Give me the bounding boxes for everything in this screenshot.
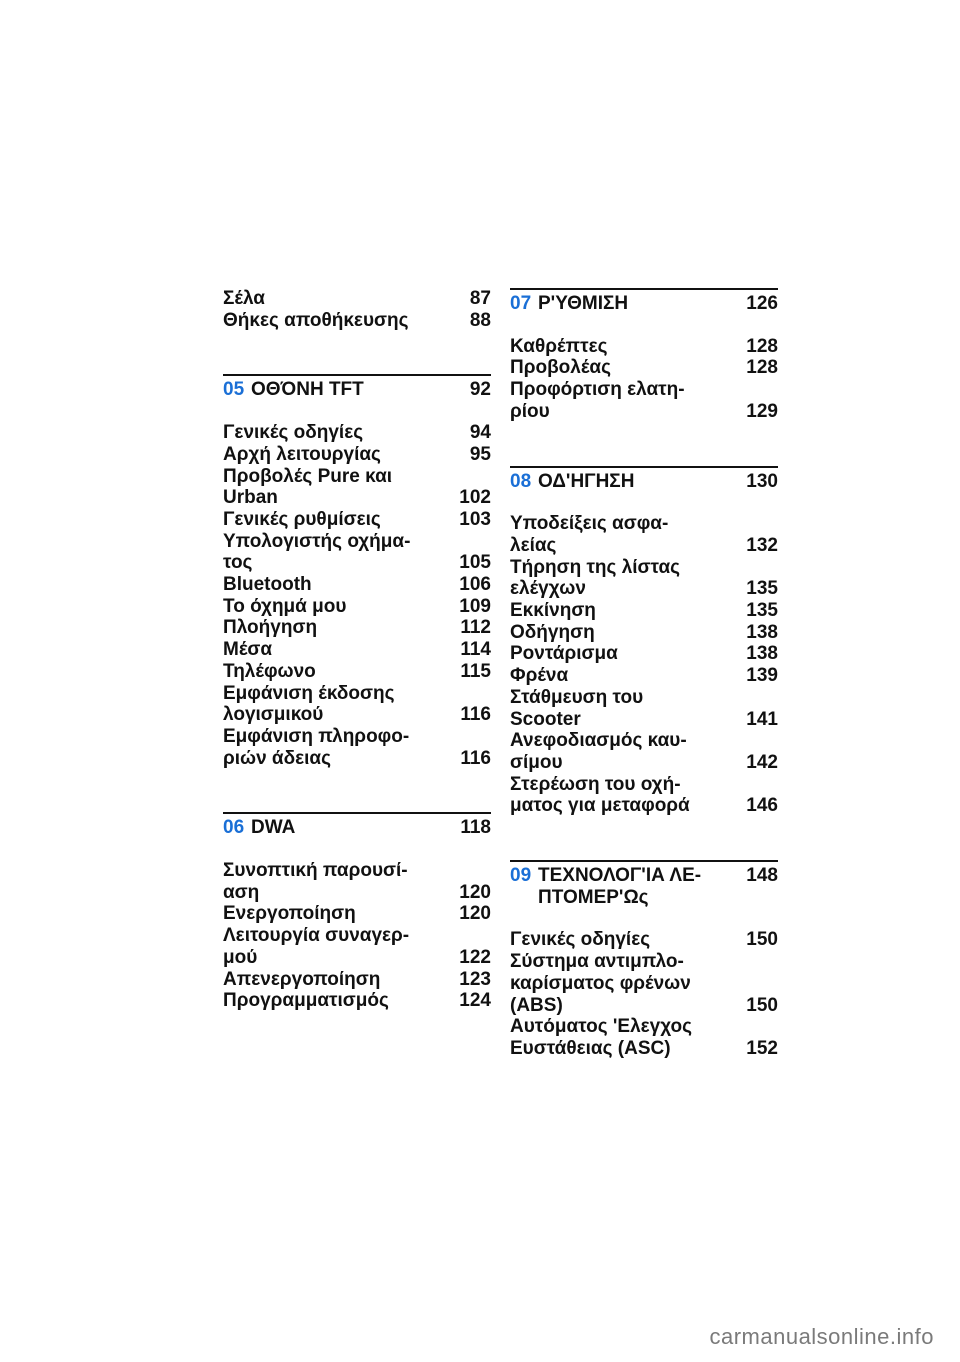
entry-text-line: Ανεφοδιασμός καυ- [510,730,687,752]
toc-entry[interactable] [223,683,491,726]
entry-text-line: Υπολογιστής οχήμα- [223,530,411,552]
chapter-title-line: Ρ'ΥΘΜΙΣΗ [538,293,629,314]
chapter-page-number: 130 [746,470,778,492]
page-number: 128 [746,335,778,357]
entry-text-line: Urban [223,487,278,509]
toc-entry[interactable] [510,1016,778,1059]
entry-text-line: ματος για μεταφορά [510,795,690,817]
entry-text-line: Αρχή λειτουργίας [223,443,381,465]
chapter-page-number: 148 [746,865,778,887]
toc-entry[interactable] [223,574,491,596]
toc-entry[interactable] [510,774,778,817]
toc-entry[interactable] [223,466,491,509]
entry-text-line: Εκκίνηση [510,600,596,622]
entry-text-line: λογισμικού [223,704,324,726]
chapter-heading[interactable] [510,288,778,315]
chapter-title-line: DWA [251,817,296,839]
page-number: 115 [460,660,491,682]
page-number: 106 [459,574,491,596]
page-number: 146 [746,795,778,817]
page-number: 135 [746,600,778,622]
chapter-section [223,812,491,1012]
toc-entry[interactable] [510,357,778,379]
chapter-title [251,379,364,401]
entry-text-line: αση [223,881,260,903]
entry-text-line: Προβολέας [510,357,611,379]
toc-entry[interactable] [223,990,491,1012]
entry-text-line: Ενεργοποίηση [223,903,356,925]
chapter-title [538,293,628,315]
chapter-page-number: 126 [746,293,778,314]
entry-text-line: Ευστάθειας (ASC) [510,1037,671,1059]
entry-text-line: σίμου [510,751,563,773]
chapter-title-line: ΤΕΧΝΟΛΟΓ'ΙΑ ΛΕ- [538,865,702,887]
page-number: 138 [746,621,778,643]
entry-text-line: Προβολές Pure και [223,465,393,487]
chapter-title [538,471,634,493]
chapter-title [538,865,701,908]
toc-entry[interactable] [223,726,491,769]
section-gap [223,331,491,374]
chapter-section [510,288,778,423]
page-number: 94 [469,422,491,444]
chapter-heading[interactable] [510,466,778,493]
toc-entry[interactable] [510,557,778,600]
toc-entry[interactable] [510,929,778,951]
entry-text-line: Γενικές οδηγίες [510,929,651,951]
entry-text-line: Λειτουργία συναγερ- [223,925,410,947]
page-number: 88 [469,309,491,331]
chapter-heading[interactable] [223,812,491,839]
entry-text-line: ρίου [510,400,550,422]
entry-text-line: τος [223,552,253,574]
page-number: 142 [746,751,778,773]
page-number: 112 [460,617,491,639]
entry-text-line: Μέσα [223,639,273,661]
toc-entry[interactable] [223,661,491,683]
entry-text-line: Τηλέφωνο [223,660,316,682]
page-number: 105 [459,552,491,574]
page-number: 150 [746,994,778,1016]
chapter-page-number: 118 [460,817,491,839]
chapter-number: 05 [223,379,245,401]
toc-entry[interactable] [510,336,778,358]
chapter-number: 06 [223,817,245,839]
page-number: 109 [459,595,491,617]
chapter-title-line: ΟΘΌΝΗ TFT [251,379,364,401]
chapter-number: 09 [510,865,532,887]
chapter-section [223,374,491,769]
toc-column-right [510,288,778,1060]
entry-text-line: (ABS) [510,994,563,1016]
chapter-page-number: 92 [469,379,491,401]
entry-text-line: Φρένα [510,665,569,687]
toc-entry[interactable] [223,925,491,968]
page-number: 132 [746,534,778,556]
page-number: 122 [459,946,491,968]
toc-entry[interactable] [223,596,491,618]
entry-text-line: Το όχημά μου [223,595,347,617]
entry-text-line: Καθρέπτες [510,335,608,357]
toc-entry[interactable] [510,379,778,422]
entry-text-line: Σέλα [223,288,265,309]
toc-entry[interactable] [510,730,778,773]
toc-entry[interactable] [223,860,491,903]
page-number: 135 [746,578,778,600]
toc-entry[interactable] [510,665,778,687]
page-number: 87 [469,288,491,309]
page-number: 102 [459,487,491,509]
page-number: 114 [460,639,491,661]
watermark: carmanualsonline.info [709,1324,934,1349]
entry-text-line: Ροντάρισμα [510,643,618,665]
chapter-heading[interactable] [223,374,491,401]
entry-text-line: λείας [510,534,557,556]
toc-entry[interactable] [510,687,778,730]
entry-text-line: Τήρηση της λίστας [510,556,681,578]
chapter-heading[interactable] [510,860,778,908]
entry-text-line: Εμφάνιση έκδοσης [223,682,395,704]
page-number: 95 [469,443,491,465]
toc-entry[interactable] [223,617,491,639]
entry-text-line: ριών άδειας [223,747,331,769]
toc-entry[interactable] [223,969,491,991]
entry-text-line: Στερέωση του οχή- [510,773,681,795]
toc-entry[interactable] [510,622,778,644]
page-number: 124 [459,990,491,1012]
entry-text-line: Υποδείξεις ασφα- [510,513,669,535]
entry-text-line: Εμφάνιση πληροφο- [223,725,410,747]
entry-text-line: Προγραμματισμός [223,990,389,1012]
toc-entry[interactable] [223,531,491,574]
entry-text-line: Scooter [510,708,581,730]
entry-text-line: Αυτόματος 'Ελεγχος [510,1016,692,1038]
section-gap [223,769,491,812]
entry-text-line: Συνοπτική παρουσί- [223,860,408,882]
page-number: 138 [746,643,778,665]
entry-text-line: Bluetooth [223,574,312,596]
toc-entry[interactable] [223,639,491,661]
toc-entry[interactable] [510,643,778,665]
page-number: 150 [746,929,778,951]
entry-text-line: Απενεργοποίηση [223,968,381,990]
entry-text-line: Σύστημα αντιμπλο- [510,951,684,973]
entry-text-line: Οδήγηση [510,621,595,643]
entry-text-line: Γενικές ρυθμίσεις [223,508,381,530]
toc-entry[interactable] [510,600,778,622]
chapter-section [510,466,778,818]
page-number: 103 [459,508,491,530]
entry-text-line: ελέγχων [510,578,586,600]
section-gap [510,423,778,466]
entry-text-line: Προφόρτιση ελατη- [510,379,685,401]
page-number: 120 [459,881,491,903]
toc-entry[interactable] [223,444,491,466]
page-number: 128 [746,357,778,379]
page-number: 123 [459,968,491,990]
entry-text-line: μού [223,946,258,968]
chapter-number: 08 [510,470,532,492]
entry-text-line: Πλοήγηση [223,617,318,639]
chapter-section [510,860,778,1060]
entry-text-line: Στάθμευση του [510,686,644,708]
toc-entry[interactable] [223,422,491,444]
toc-entry[interactable] [223,288,491,310]
toc-entry[interactable] [223,903,491,925]
toc-entry[interactable] [223,509,491,531]
chapter-title-line: ΠΤΟΜΕΡ'Ως [538,886,649,908]
page-number: 139 [746,665,778,687]
page-number: 141 [746,708,778,730]
entry-text-line: Θήκες αποθήκευσης [223,309,409,331]
toc-entry[interactable] [510,513,778,556]
chapter-number: 07 [510,293,532,314]
toc-column-left [223,288,491,1012]
page-number: 129 [746,400,778,422]
page-number: 120 [459,903,491,925]
entry-text-line: καρίσματος φρένων [510,972,691,994]
toc-entry[interactable] [510,951,778,1016]
section-gap [510,817,778,860]
page-number: 116 [460,747,491,769]
chapter-title-line: ΟΔ'ΗΓΗΣΗ [538,470,635,492]
chapter-title [251,817,295,839]
page-number: 152 [746,1037,778,1059]
toc-entry[interactable] [223,310,491,332]
page-number: 116 [460,704,491,726]
entry-text-line: Γενικές οδηγίες [223,422,364,444]
